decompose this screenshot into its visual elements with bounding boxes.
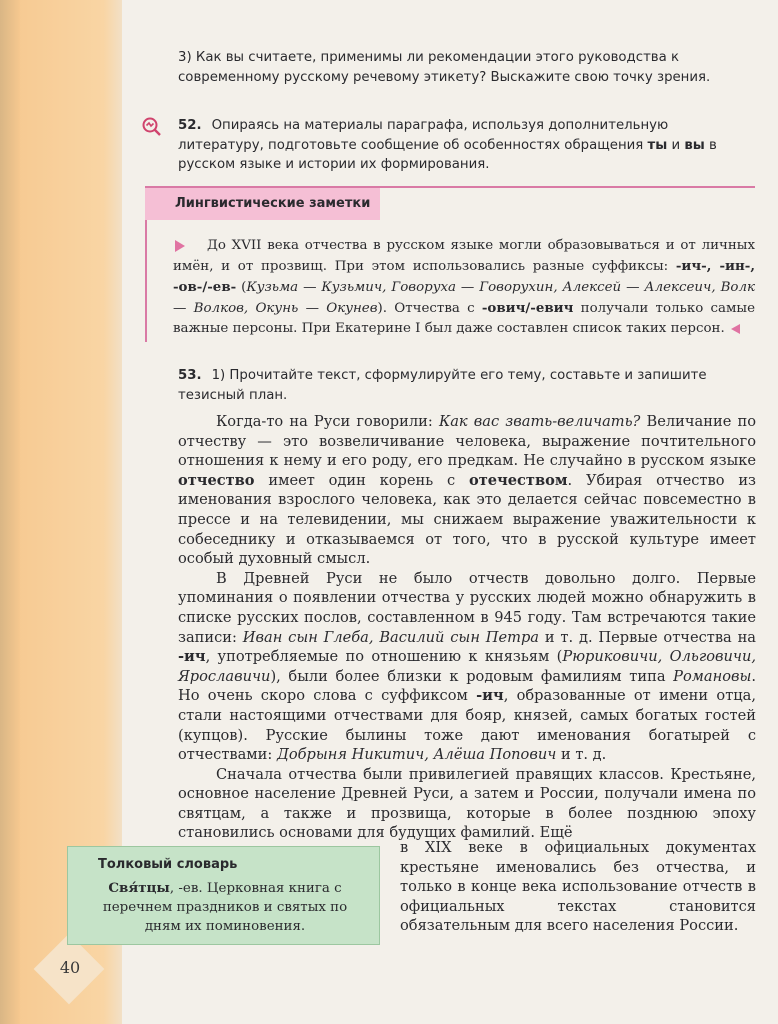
- task-text: и: [667, 137, 685, 153]
- task-3-question: 3) Как вы считаете, применимы ли рекомендации этого руководства к современному русскому речевому этикету? Выскажите свою точку зрения.: [178, 50, 711, 85]
- dictionary-definition: , -ев. Церковная книга с перечнем праздников и святых по дням их поминовения.: [102, 881, 348, 935]
- notes-title: Лингвистические заметки: [175, 196, 371, 211]
- task-number: 53.: [178, 368, 202, 383]
- paragraph: Когда-то на Руси говорили: Как вас звать-величать? Величание по отчеству — это возвеличивание человека, выражение почтительного отношения к нему и его роду, его предкам. Не случайно в русском языке отчество имеет один корень с отечеством. Убирая отчество из именования взрослого человека, как это делается сейчас повсеместно в прессе и на телевидении, мы снижаем выражение уважительности к собеседнику и отказываемся от того, что в русской культуре имеет особый духовный смысл.: [178, 413, 757, 568]
- task-text: 1) Прочитайте текст, сформулируйте его тему, составьте и запишите тезисный план.: [178, 368, 707, 403]
- book-spine-shadow: [0, 0, 20, 1024]
- notes-suffixes: -ич-, -ин-, -ов-/-ев-: [173, 258, 755, 295]
- task-53: [178, 366, 756, 405]
- triangle-marker-end-icon: [731, 324, 740, 334]
- main-text: [178, 412, 756, 843]
- main-text-continuation: [400, 838, 756, 936]
- task-bold-vy: вы: [684, 137, 705, 153]
- notes-text: [173, 236, 755, 339]
- page-number: 40: [59, 958, 81, 977]
- notes-suffix-ovich: -ович/-евич: [481, 300, 574, 316]
- task-52: [178, 116, 756, 175]
- task-bold-ty: ты: [647, 137, 668, 153]
- paragraph-continuation: в XIX веке в официальных документах крестьяне именовались без отчества, и только в конце века использование отчеств в официальных текстах становится обязательным для всего населения России.: [400, 839, 756, 935]
- task-text: Опираясь на материалы параграфа, используя дополнительную литературу, подготовьте сообщение об особенностях обращения: [178, 118, 669, 153]
- notes-sentence: (: [236, 280, 247, 295]
- dictionary-entry: [84, 879, 366, 937]
- notes-sentence: До XVII века отчества в русском языке могли образовываться и от личных имён, и от прозвищ. При этом использовались разные суффиксы:: [173, 238, 755, 274]
- task-number: 52.: [178, 118, 202, 133]
- paragraph: В Древней Руси не было отчеств довольно долго. Первые упоминания о появлении отчества у русских людей можно обнаружить в списке русских послов, составленном в 945 году. Там встречаются такие записи: Иван сын Глеба, Василий сын Петра и т. д. Первые отчества на -ич, употребляемые по отношению к князьям (Рюриковичи, Ольговичи, Ярославичи), были более близки к родовым фамилиям типа Романовы. Но очень скоро слова с суффиксом -ич, образованные от имени отца, стали настоящими отчествами для бояр, князей, самых богатых гостей (купцов). Русские былины тоже дают именования богатырей с отчествами: Добрыня Никитич, Алёша Попович и т. д.: [178, 569, 757, 764]
- task-text: в русском языке и истории их формирования.: [178, 137, 717, 172]
- dictionary-term: Свя́тцы: [108, 880, 170, 896]
- notes-examples: Кузьма — Кузьмич, Говоруха — Говорухин, Алексей — Алексеич, Волк — Волков, Окунь — Окунев: [173, 280, 755, 316]
- research-icon: [141, 116, 163, 138]
- linguistic-notes-box: [145, 186, 755, 344]
- dictionary-box: [67, 846, 380, 945]
- dictionary-title: Толковый словарь: [98, 857, 238, 872]
- paragraph: Сначала отчества были привилегией правящих классов. Крестьяне, основное население Древней Руси, а затем и России, получали имена по святцам, а также и прозвища, которые в более позднюю эпоху становились основами для будущих фамилий. Ещё: [178, 765, 756, 842]
- notes-sentence: ). Отчества с: [377, 301, 482, 316]
- notes-header: [145, 188, 380, 220]
- notes-sentence: получали только самые важные персоны. При Екатерине I был даже составлен список таких персон.: [173, 301, 755, 336]
